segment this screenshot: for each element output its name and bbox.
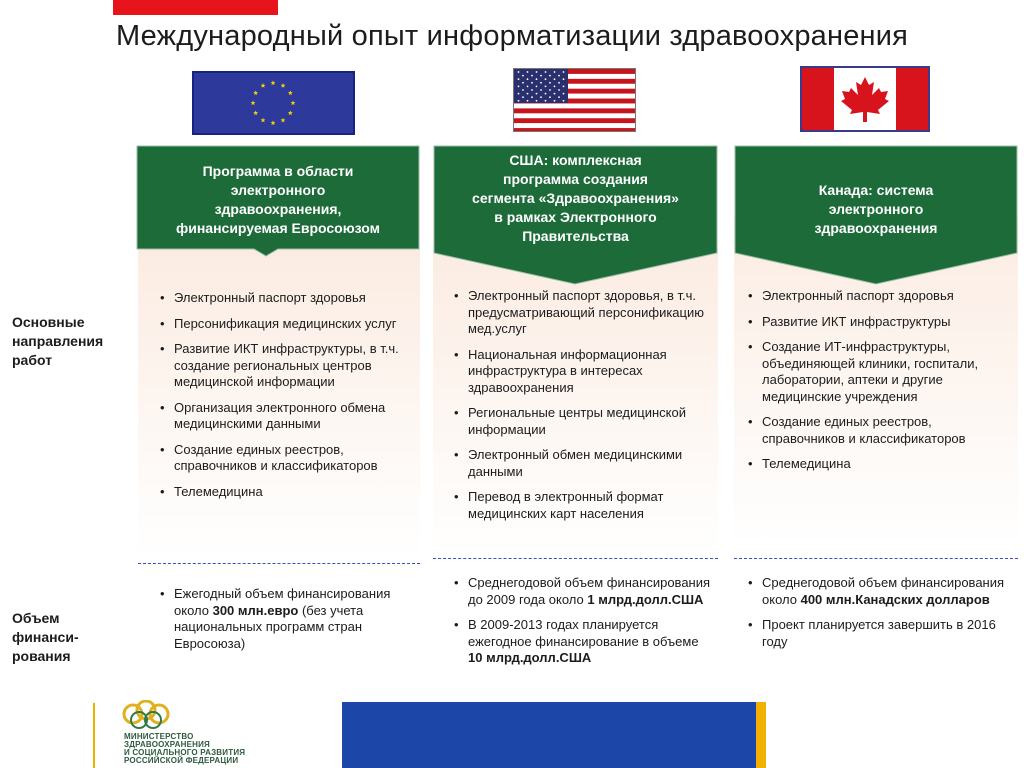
list-item: • Создание единых реестров, справочников и классификаторов (746, 414, 1008, 447)
list-item: • Создание единых реестров, справочников и классификаторов (158, 442, 416, 475)
us-star-icon (563, 71, 565, 73)
column-usa-title (433, 151, 718, 246)
ministry-line: МИНИСТЕРСТВО (124, 732, 194, 741)
funding-text: В 2009-2013 годах планируется ежегодное финансирование в объеме (468, 617, 699, 649)
eu-star-icon (291, 100, 296, 105)
ministry-rings-logo-icon (119, 700, 179, 736)
us-stripe-icon (514, 113, 636, 118)
column-eu-header (136, 145, 420, 257)
us-star-icon (549, 96, 551, 98)
header-line: электронного (828, 201, 924, 217)
us-stripe-icon (514, 108, 636, 113)
us-star-icon (554, 71, 556, 73)
us-star-icon (549, 75, 551, 77)
eu-star-icon (281, 83, 286, 88)
funding-text: Среднегодовой объем финансирования около (762, 575, 1005, 607)
us-star-icon (518, 86, 520, 88)
eu-star-icon (261, 83, 266, 88)
ministry-name (124, 733, 304, 765)
column-usa-header (433, 145, 718, 285)
us-star-icon (518, 100, 520, 102)
page-title: Международный опыт информатизации здравоохранения (115, 20, 909, 52)
list-item (452, 575, 714, 608)
eu-star-icon (288, 110, 293, 115)
us-star-icon (540, 96, 542, 98)
list-item (746, 575, 1008, 608)
footer-divider (93, 703, 95, 768)
us-star-icon (522, 82, 524, 84)
list-item (452, 617, 714, 667)
funding-text: Проект планируется завершить в 2016 году (762, 617, 996, 649)
header-line: здравоохранения, (214, 201, 342, 217)
us-stripe-icon (514, 103, 636, 108)
eu-star-icon (271, 120, 276, 125)
funding-text: Ежегодный объем финансирования около (174, 586, 391, 618)
us-star-icon (545, 100, 547, 102)
us-star-icon (545, 78, 547, 80)
us-stripe-icon (514, 128, 636, 132)
us-star-icon (549, 82, 551, 84)
funding-amount: 10 млрд.долл.США (468, 650, 592, 665)
us-star-icon (554, 93, 556, 95)
us-star-icon (531, 75, 533, 77)
us-star-icon (558, 96, 560, 98)
us-star-icon (527, 78, 529, 80)
footer-blue-panel (342, 702, 756, 768)
usa-flag-icon (513, 68, 636, 132)
us-star-icon (518, 93, 520, 95)
us-star-icon (531, 82, 533, 84)
header-line: Правительства (522, 228, 629, 244)
us-star-icon (531, 96, 533, 98)
us-star-icon (554, 78, 556, 80)
column-eu-title (136, 162, 420, 238)
us-star-icon (527, 71, 529, 73)
us-star-icon (540, 89, 542, 91)
column-canada-funding (746, 575, 1008, 659)
header-line: сегмента «Здравоохранения» (472, 190, 679, 206)
list-item: • Электронный паспорт здоровья (158, 290, 416, 307)
top-accent-bar (113, 0, 278, 15)
us-star-icon (549, 89, 551, 91)
header-line: программа создания (503, 171, 648, 187)
header-line: здравоохранения (814, 220, 938, 236)
list-item (158, 586, 416, 652)
header-line: Программа в области (202, 163, 354, 179)
row-label-line: Основные (12, 314, 85, 330)
row-label-funding (12, 609, 79, 666)
us-star-icon (554, 86, 556, 88)
list-item: • Электронный обмен медицинскими данными (452, 447, 714, 480)
header-line: электронного (230, 182, 326, 198)
list-item: • Развитие ИКТ инфраструктуры (746, 314, 1008, 331)
column-usa-directions (452, 288, 714, 531)
us-star-icon (531, 89, 533, 91)
eu-star-icon (271, 80, 276, 85)
section-divider (734, 558, 1018, 559)
usa-stripes-icon (514, 69, 636, 132)
column-canada-title (734, 181, 1018, 238)
eu-star-icon (253, 110, 258, 115)
list-item: • Телемедицина (158, 484, 416, 501)
us-stripe-icon (514, 123, 636, 128)
row-label-line: работ (12, 352, 53, 368)
eu-stars-icon (194, 73, 353, 133)
header-line: финансируемая Евросоюзом (175, 220, 381, 236)
list-item (746, 617, 1008, 650)
list-item: • Организация электронного обмена медицинскими данными (158, 400, 416, 433)
column-usa-funding (452, 575, 714, 676)
us-star-icon (540, 82, 542, 84)
eu-star-icon (281, 118, 286, 123)
funding-amount: 300 млн.евро (212, 602, 299, 618)
us-star-icon (558, 75, 560, 77)
row-label-line: Объем (12, 610, 60, 626)
row-label-line: финанси- (12, 629, 79, 645)
us-star-icon (527, 86, 529, 88)
us-star-icon (563, 100, 565, 102)
us-star-icon (536, 71, 538, 73)
us-star-icon (558, 82, 560, 84)
column-eu-directions (158, 290, 416, 509)
list-item: • Телемедицина (746, 456, 1008, 473)
footer-gold-strip (756, 702, 766, 768)
us-star-icon (545, 86, 547, 88)
us-star-icon (545, 93, 547, 95)
funding-text: Среднегодовой объем финансирования до 2009 года около (468, 575, 711, 607)
funding-amount: 1 млрд.долл.США (587, 591, 704, 607)
ministry-line: РОССИЙСКОЙ ФЕДЕРАЦИИ (124, 756, 239, 765)
us-star-icon (522, 89, 524, 91)
us-star-icon (554, 100, 556, 102)
us-star-icon (545, 71, 547, 73)
eu-star-icon (288, 90, 293, 95)
us-star-icon (536, 100, 538, 102)
list-item: • Региональные центры медицинской информации (452, 405, 714, 438)
row-label-line: направления (12, 333, 104, 349)
funding-amount: 400 млн.Канадских долларов (800, 591, 990, 607)
header-line: США: комплексная (509, 152, 642, 168)
list-item: • Персонификация медицинских услуг (158, 316, 416, 333)
us-star-icon (527, 93, 529, 95)
ministry-line: И СОЦИАЛЬНОГО РАЗВИТИЯ (124, 748, 246, 757)
us-star-icon (536, 78, 538, 80)
list-item: • Электронный паспорт здоровья, в т.ч. предусматривающий персонификацию мед.услуг (452, 288, 714, 338)
us-star-icon (563, 86, 565, 88)
eu-star-icon (261, 118, 266, 123)
header-line: в рамках Электронного (494, 209, 657, 225)
us-star-icon (558, 89, 560, 91)
column-canada-header (734, 145, 1018, 285)
column-eu-funding (158, 586, 416, 661)
eu-flag-icon (192, 71, 355, 135)
list-item: • Развитие ИКТ инфраструктуры, в т.ч. создание региональных центров медицинской информации (158, 341, 416, 391)
column-canada-directions (746, 288, 1008, 482)
us-star-icon (522, 75, 524, 77)
us-star-icon (518, 71, 520, 73)
list-item: • Национальная информационная инфраструктура в интересах здравоохранения (452, 347, 714, 397)
row-label-line: рования (12, 648, 71, 664)
us-star-icon (536, 93, 538, 95)
maple-leaf-icon (802, 68, 928, 130)
us-star-icon (518, 78, 520, 80)
us-star-icon (563, 93, 565, 95)
header-line: Канада: система (818, 182, 934, 198)
canada-flag-icon (800, 66, 930, 132)
funding-text: (без учета национальных программ стран Евросоюза) (174, 602, 364, 651)
section-divider (433, 558, 718, 559)
eu-star-icon (253, 90, 258, 95)
us-stripe-icon (514, 118, 636, 123)
list-item: • Создание ИТ-инфраструктуры, объединяющей клиники, госпитали, лаборатории, аптеки и другие медицинские учреждения (746, 339, 1008, 405)
us-star-icon (522, 96, 524, 98)
list-item: • Перевод в электронный формат медицинских карт населения (452, 489, 714, 522)
section-divider (138, 563, 420, 564)
us-star-icon (536, 86, 538, 88)
us-star-icon (527, 100, 529, 102)
us-star-icon (563, 78, 565, 80)
us-star-icon (540, 75, 542, 77)
eu-star-icon (251, 100, 256, 105)
row-label-directions (12, 313, 103, 370)
ministry-line: ЗДРАВООХРАНЕНИЯ (124, 740, 210, 749)
list-item: • Электронный паспорт здоровья (746, 288, 1008, 305)
